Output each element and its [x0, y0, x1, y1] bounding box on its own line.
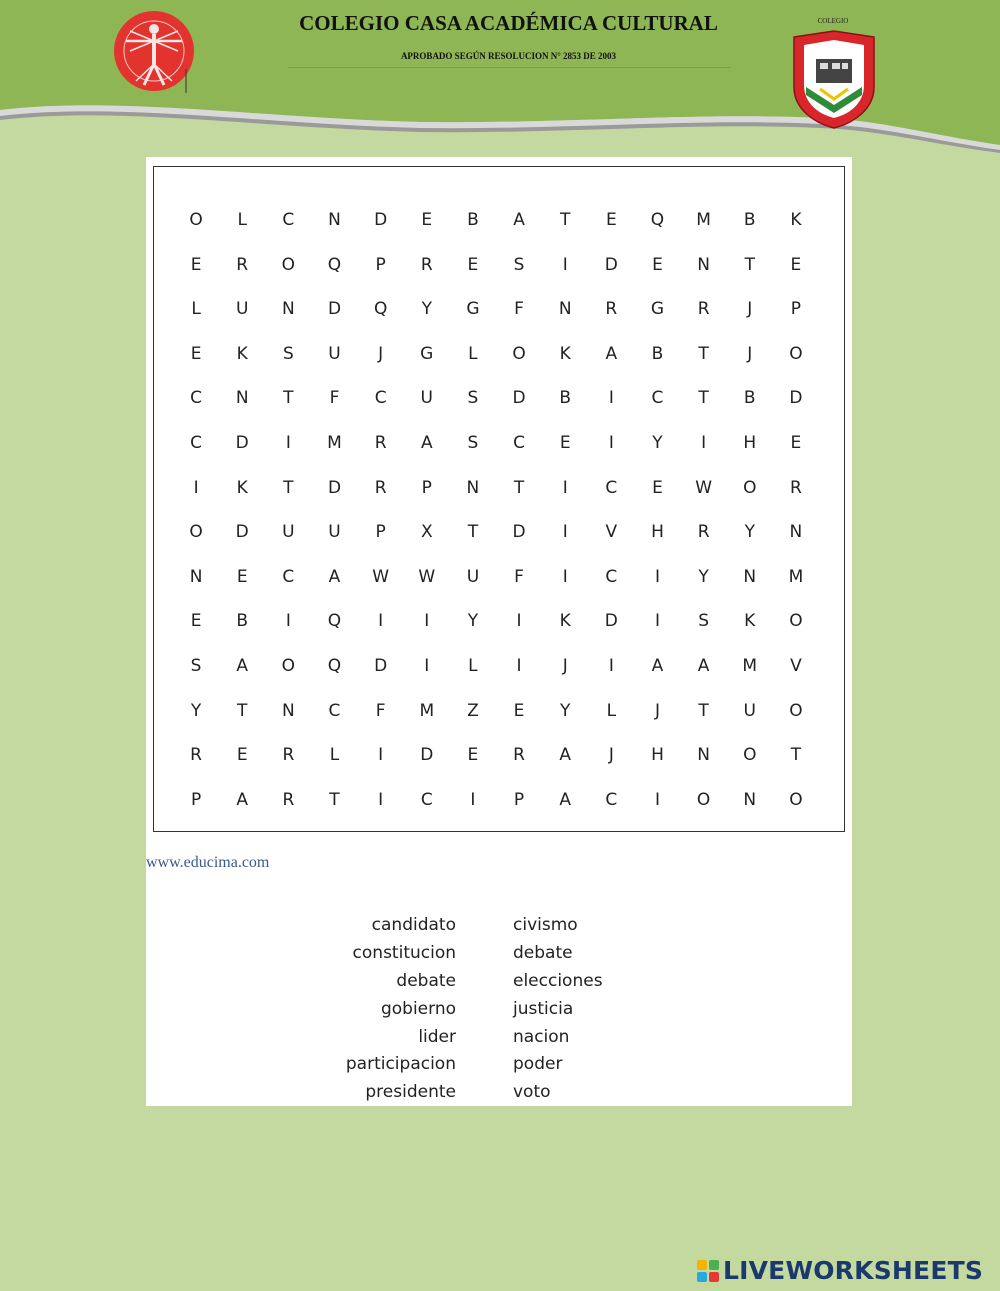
word-search-frame: [153, 166, 845, 832]
grid-letter[interactable]: V: [605, 522, 618, 543]
grid-letter[interactable]: N: [558, 299, 572, 320]
grid-letter[interactable]: I: [378, 611, 384, 632]
grid-letter[interactable]: S: [698, 611, 710, 632]
grid-letter[interactable]: U: [328, 522, 341, 543]
word-list-item: voto: [513, 1082, 551, 1103]
grid-letter[interactable]: R: [374, 432, 387, 453]
grid-letter[interactable]: N: [789, 522, 803, 543]
brand-box: [697, 1272, 707, 1282]
grid-letter[interactable]: Q: [373, 299, 388, 320]
grid-letter[interactable]: R: [513, 745, 525, 766]
grid-letter[interactable]: F: [514, 566, 524, 587]
title-divider: [288, 67, 731, 68]
grid-letter[interactable]: I: [608, 388, 614, 409]
grid-letter[interactable]: O: [789, 700, 803, 721]
grid-letter[interactable]: A: [605, 343, 618, 364]
grid-letter[interactable]: L: [237, 210, 247, 230]
grid-letter[interactable]: O: [696, 789, 711, 810]
grid-letter[interactable]: N: [235, 388, 249, 409]
grid-letter[interactable]: K: [744, 611, 756, 632]
grid-letter[interactable]: I: [378, 789, 384, 810]
grid-letter[interactable]: D: [604, 254, 618, 275]
grid-letter[interactable]: I: [285, 611, 291, 632]
grid-letter[interactable]: S: [513, 254, 525, 275]
grid-letter[interactable]: E: [190, 254, 202, 275]
grid-letter[interactable]: U: [282, 522, 295, 543]
school-crest: [790, 29, 878, 129]
grid-letter[interactable]: Y: [744, 522, 755, 543]
grid-letter[interactable]: E: [559, 432, 571, 453]
grid-letter[interactable]: F: [329, 388, 340, 409]
grid-letter[interactable]: Q: [327, 655, 342, 676]
school-title: COLEGIO CASA ACADÉMICA CULTURAL: [299, 11, 718, 35]
grid-letter[interactable]: E: [652, 477, 663, 498]
grid-letter[interactable]: T: [237, 700, 248, 721]
grid-letter[interactable]: P: [375, 254, 386, 275]
word-list-left: [296, 912, 456, 1107]
grid-letter[interactable]: E: [652, 254, 663, 275]
grid-letter[interactable]: U: [466, 566, 480, 587]
grid-letter[interactable]: I: [562, 566, 568, 587]
grid-letter[interactable]: B: [467, 210, 479, 230]
grid-letter[interactable]: H: [651, 745, 664, 766]
grid-letter[interactable]: N: [697, 254, 710, 275]
grid-letter[interactable]: D: [235, 432, 249, 453]
grid-letter[interactable]: O: [789, 789, 803, 810]
grid-letter[interactable]: S: [282, 343, 294, 364]
word-list-item: lider: [418, 1026, 456, 1047]
grid-letter[interactable]: J: [747, 343, 753, 364]
grid-letter[interactable]: A: [697, 655, 710, 676]
grid-letter[interactable]: O: [189, 522, 203, 543]
grid-letter[interactable]: O: [789, 611, 803, 632]
word-list-item: participacion: [345, 1054, 456, 1075]
grid-letter[interactable]: C: [190, 388, 202, 409]
word-list-item: justicia: [513, 998, 574, 1019]
grid-letter[interactable]: R: [236, 254, 249, 275]
grid-letter[interactable]: C: [374, 388, 387, 409]
grid-letter[interactable]: O: [512, 343, 526, 364]
grid-letter[interactable]: T: [698, 700, 709, 721]
word-list-item: civismo: [513, 915, 578, 935]
grid-letter[interactable]: B: [743, 210, 756, 230]
grid-letter[interactable]: A: [328, 566, 341, 587]
grid-letter[interactable]: I: [654, 611, 660, 632]
grid-letter[interactable]: N: [697, 745, 710, 766]
grid-letter[interactable]: I: [516, 611, 522, 632]
grid-letter[interactable]: N: [281, 299, 295, 320]
grid-letter[interactable]: I: [562, 254, 568, 275]
grid-letter[interactable]: B: [236, 611, 249, 632]
grid-letter[interactable]: F: [514, 299, 524, 320]
grid-letter[interactable]: K: [559, 343, 571, 364]
word-list-item: nacion: [513, 1026, 570, 1047]
grid-letter[interactable]: C: [190, 432, 202, 453]
grid-letter[interactable]: R: [420, 254, 433, 275]
grid-letter[interactable]: S: [190, 655, 202, 676]
grid-letter[interactable]: E: [513, 700, 525, 721]
grid-letter[interactable]: A: [236, 789, 249, 810]
grid-letter[interactable]: G: [466, 299, 480, 320]
grid-letter[interactable]: M: [696, 210, 711, 230]
grid-letter[interactable]: E: [467, 254, 479, 275]
grid-letter[interactable]: P: [513, 789, 525, 810]
grid-letter[interactable]: Q: [327, 254, 342, 275]
grid-letter[interactable]: O: [189, 210, 203, 230]
grid-letter[interactable]: V: [790, 655, 802, 676]
grid-letter[interactable]: G: [650, 299, 665, 320]
grid-letter[interactable]: A: [559, 745, 572, 766]
word-list-item: poder: [513, 1054, 563, 1075]
grid-letter[interactable]: T: [744, 254, 755, 275]
grid-letter[interactable]: W: [418, 566, 436, 587]
grid-letter[interactable]: W: [695, 477, 713, 498]
grid-letter[interactable]: F: [375, 700, 386, 721]
grid-letter[interactable]: U: [235, 299, 249, 320]
word-list-item: candidato: [371, 915, 456, 935]
grid-letter[interactable]: Q: [650, 210, 665, 230]
liveworksheets-logo[interactable]: [697, 1258, 993, 1286]
grid-letter[interactable]: U: [743, 700, 756, 721]
brand-box: [709, 1260, 719, 1270]
grid-letter[interactable]: O: [281, 655, 296, 676]
grid-letter[interactable]: T: [513, 477, 525, 498]
grid-letter[interactable]: R: [697, 299, 710, 320]
grid-letter[interactable]: J: [562, 655, 568, 676]
grid-letter[interactable]: E: [190, 611, 202, 632]
grid-letter[interactable]: P: [375, 522, 386, 543]
grid-letter[interactable]: J: [378, 343, 384, 364]
grid-letter[interactable]: D: [604, 611, 618, 632]
grid-letter[interactable]: C: [328, 700, 341, 721]
grid-letter[interactable]: I: [562, 522, 568, 543]
grid-letter[interactable]: N: [328, 210, 341, 230]
grid-letter[interactable]: T: [560, 210, 571, 230]
grid-letter[interactable]: G: [420, 343, 434, 364]
grid-letter[interactable]: E: [236, 745, 248, 766]
grid-letter[interactable]: J: [608, 745, 614, 766]
grid-letter[interactable]: I: [516, 655, 522, 676]
grid-letter[interactable]: Z: [467, 700, 479, 721]
grid-letter[interactable]: L: [468, 343, 478, 364]
grid-letter[interactable]: E: [790, 254, 802, 275]
grid-letter[interactable]: T: [698, 388, 709, 409]
grid-letter[interactable]: T: [329, 789, 340, 810]
word-search-grid: [186, 198, 832, 822]
grid-letter[interactable]: I: [701, 432, 707, 453]
school-logo-left: [112, 9, 196, 93]
grid-letter[interactable]: A: [513, 210, 525, 230]
grid-letter[interactable]: I: [654, 789, 660, 810]
grid-letter[interactable]: R: [282, 745, 295, 766]
grid-letter[interactable]: I: [424, 611, 430, 632]
grid-letter[interactable]: O: [789, 343, 803, 364]
grid-letter[interactable]: Y: [190, 700, 202, 721]
grid-letter[interactable]: O: [743, 745, 757, 766]
grid-letter[interactable]: D: [327, 477, 342, 498]
grid-letter[interactable]: R: [605, 299, 618, 320]
grid-letter[interactable]: X: [420, 522, 433, 543]
grid-letter[interactable]: R: [374, 477, 387, 498]
word-list-item: constitucion: [352, 942, 456, 963]
grid-letter[interactable]: I: [378, 745, 384, 766]
grid-letter[interactable]: C: [420, 789, 433, 810]
grid-letter[interactable]: B: [559, 388, 572, 409]
grid-letter[interactable]: E: [790, 432, 802, 453]
grid-letter[interactable]: A: [651, 655, 664, 676]
grid-letter[interactable]: D: [512, 388, 526, 409]
grid-letter[interactable]: N: [281, 700, 295, 721]
grid-letter[interactable]: T: [698, 343, 709, 364]
grid-letter[interactable]: S: [467, 388, 479, 409]
grid-letter[interactable]: A: [420, 432, 433, 453]
grid-letter[interactable]: D: [235, 522, 249, 543]
grid-letter[interactable]: P: [190, 789, 202, 810]
grid-letter[interactable]: H: [651, 522, 664, 543]
grid-letter[interactable]: K: [236, 343, 248, 364]
grid-letter[interactable]: E: [467, 745, 479, 766]
grid-letter[interactable]: Q: [327, 611, 342, 632]
grid-letter[interactable]: K: [790, 210, 802, 230]
grid-letter[interactable]: I: [562, 477, 568, 498]
grid-letter[interactable]: U: [420, 388, 433, 409]
grid-letter[interactable]: C: [651, 388, 664, 409]
grid-letter[interactable]: Y: [560, 700, 571, 721]
grid-letter[interactable]: L: [606, 700, 617, 721]
grid-letter[interactable]: H: [743, 432, 757, 453]
grid-letter[interactable]: D: [512, 522, 526, 543]
grid-letter[interactable]: M: [742, 655, 758, 676]
word-list-item: debate: [396, 970, 456, 991]
grid-letter[interactable]: I: [608, 655, 614, 676]
grid-letter[interactable]: R: [282, 789, 295, 810]
grid-letter[interactable]: N: [466, 477, 480, 498]
grid-letter[interactable]: C: [605, 566, 618, 587]
grid-letter[interactable]: C: [282, 210, 295, 230]
word-list-item: elecciones: [513, 970, 603, 991]
grid-letter[interactable]: D: [327, 299, 342, 320]
grid-letter[interactable]: L: [191, 299, 201, 320]
grid-letter[interactable]: C: [513, 432, 525, 453]
grid-letter[interactable]: E: [421, 210, 433, 230]
grid-letter[interactable]: S: [467, 432, 479, 453]
grid-letter[interactable]: O: [743, 477, 757, 498]
grid-letter[interactable]: Y: [467, 611, 479, 632]
grid-letter[interactable]: Y: [698, 566, 709, 587]
grid-letter[interactable]: Y: [652, 432, 663, 453]
grid-letter[interactable]: T: [790, 745, 802, 766]
grid-letter[interactable]: N: [189, 566, 203, 587]
grid-letter[interactable]: R: [789, 477, 802, 498]
grid-letter[interactable]: M: [788, 566, 804, 587]
grid-letter[interactable]: N: [743, 566, 757, 587]
grid-letter[interactable]: L: [468, 655, 478, 676]
grid-letter[interactable]: K: [236, 477, 248, 498]
grid-letter[interactable]: I: [285, 432, 291, 453]
grid-letter[interactable]: I: [608, 432, 614, 453]
grid-letter[interactable]: E: [605, 210, 617, 230]
grid-letter[interactable]: D: [374, 655, 388, 676]
brand-box: [709, 1272, 719, 1282]
grid-letter[interactable]: N: [743, 789, 757, 810]
grid-letter[interactable]: Y: [421, 299, 432, 320]
grid-letter[interactable]: R: [697, 522, 710, 543]
grid-letter[interactable]: I: [193, 477, 199, 498]
grid-letter[interactable]: M: [419, 700, 435, 721]
grid-letter[interactable]: U: [328, 343, 341, 364]
word-list-item: presidente: [365, 1082, 456, 1103]
grid-letter[interactable]: P: [421, 477, 432, 498]
grid-letter[interactable]: D: [420, 745, 434, 766]
source-link[interactable]: www.educima.com: [146, 854, 270, 871]
word-list-item: gobierno: [380, 998, 456, 1019]
grid-letter[interactable]: L: [329, 745, 340, 766]
grid-letter[interactable]: R: [190, 745, 202, 766]
grid-letter[interactable]: M: [327, 432, 342, 453]
grid-letter[interactable]: W: [372, 566, 390, 587]
grid-letter[interactable]: I: [470, 789, 476, 810]
word-list-item: debate: [513, 942, 573, 963]
grid-letter[interactable]: B: [651, 343, 664, 364]
liveworksheets-brand: LIVEWORKSHEETS: [723, 1256, 984, 1285]
grid-letter[interactable]: D: [374, 210, 388, 230]
word-list-right: [513, 912, 713, 1107]
grid-letter[interactable]: T: [283, 388, 294, 409]
grid-letter[interactable]: A: [236, 655, 249, 676]
grid-letter[interactable]: K: [559, 611, 571, 632]
liveworksheets-icon: [697, 1260, 721, 1284]
grid-letter[interactable]: C: [282, 566, 295, 587]
grid-letter[interactable]: C: [605, 789, 618, 810]
grid-letter[interactable]: T: [283, 477, 294, 498]
grid-letter[interactable]: I: [424, 655, 430, 676]
grid-letter[interactable]: T: [467, 522, 479, 543]
worksheet: [146, 157, 852, 1106]
grid-letter[interactable]: A: [559, 789, 572, 810]
grid-letter[interactable]: C: [605, 477, 618, 498]
grid-letter[interactable]: E: [190, 343, 202, 364]
approval-resolution: APROBADO SEGÚN RESOLUCION N° 2853 DE 2003: [400, 51, 617, 61]
grid-letter[interactable]: E: [236, 566, 248, 587]
grid-letter[interactable]: B: [743, 388, 756, 409]
grid-letter[interactable]: J: [747, 299, 753, 320]
grid-letter[interactable]: O: [281, 254, 296, 275]
grid-letter[interactable]: J: [654, 700, 660, 721]
brand-box: [697, 1260, 707, 1270]
crest-caption: COLEGIO: [817, 17, 849, 25]
grid-letter[interactable]: I: [654, 566, 660, 587]
grid-letter[interactable]: D: [789, 388, 803, 409]
grid-letter[interactable]: P: [790, 299, 802, 320]
